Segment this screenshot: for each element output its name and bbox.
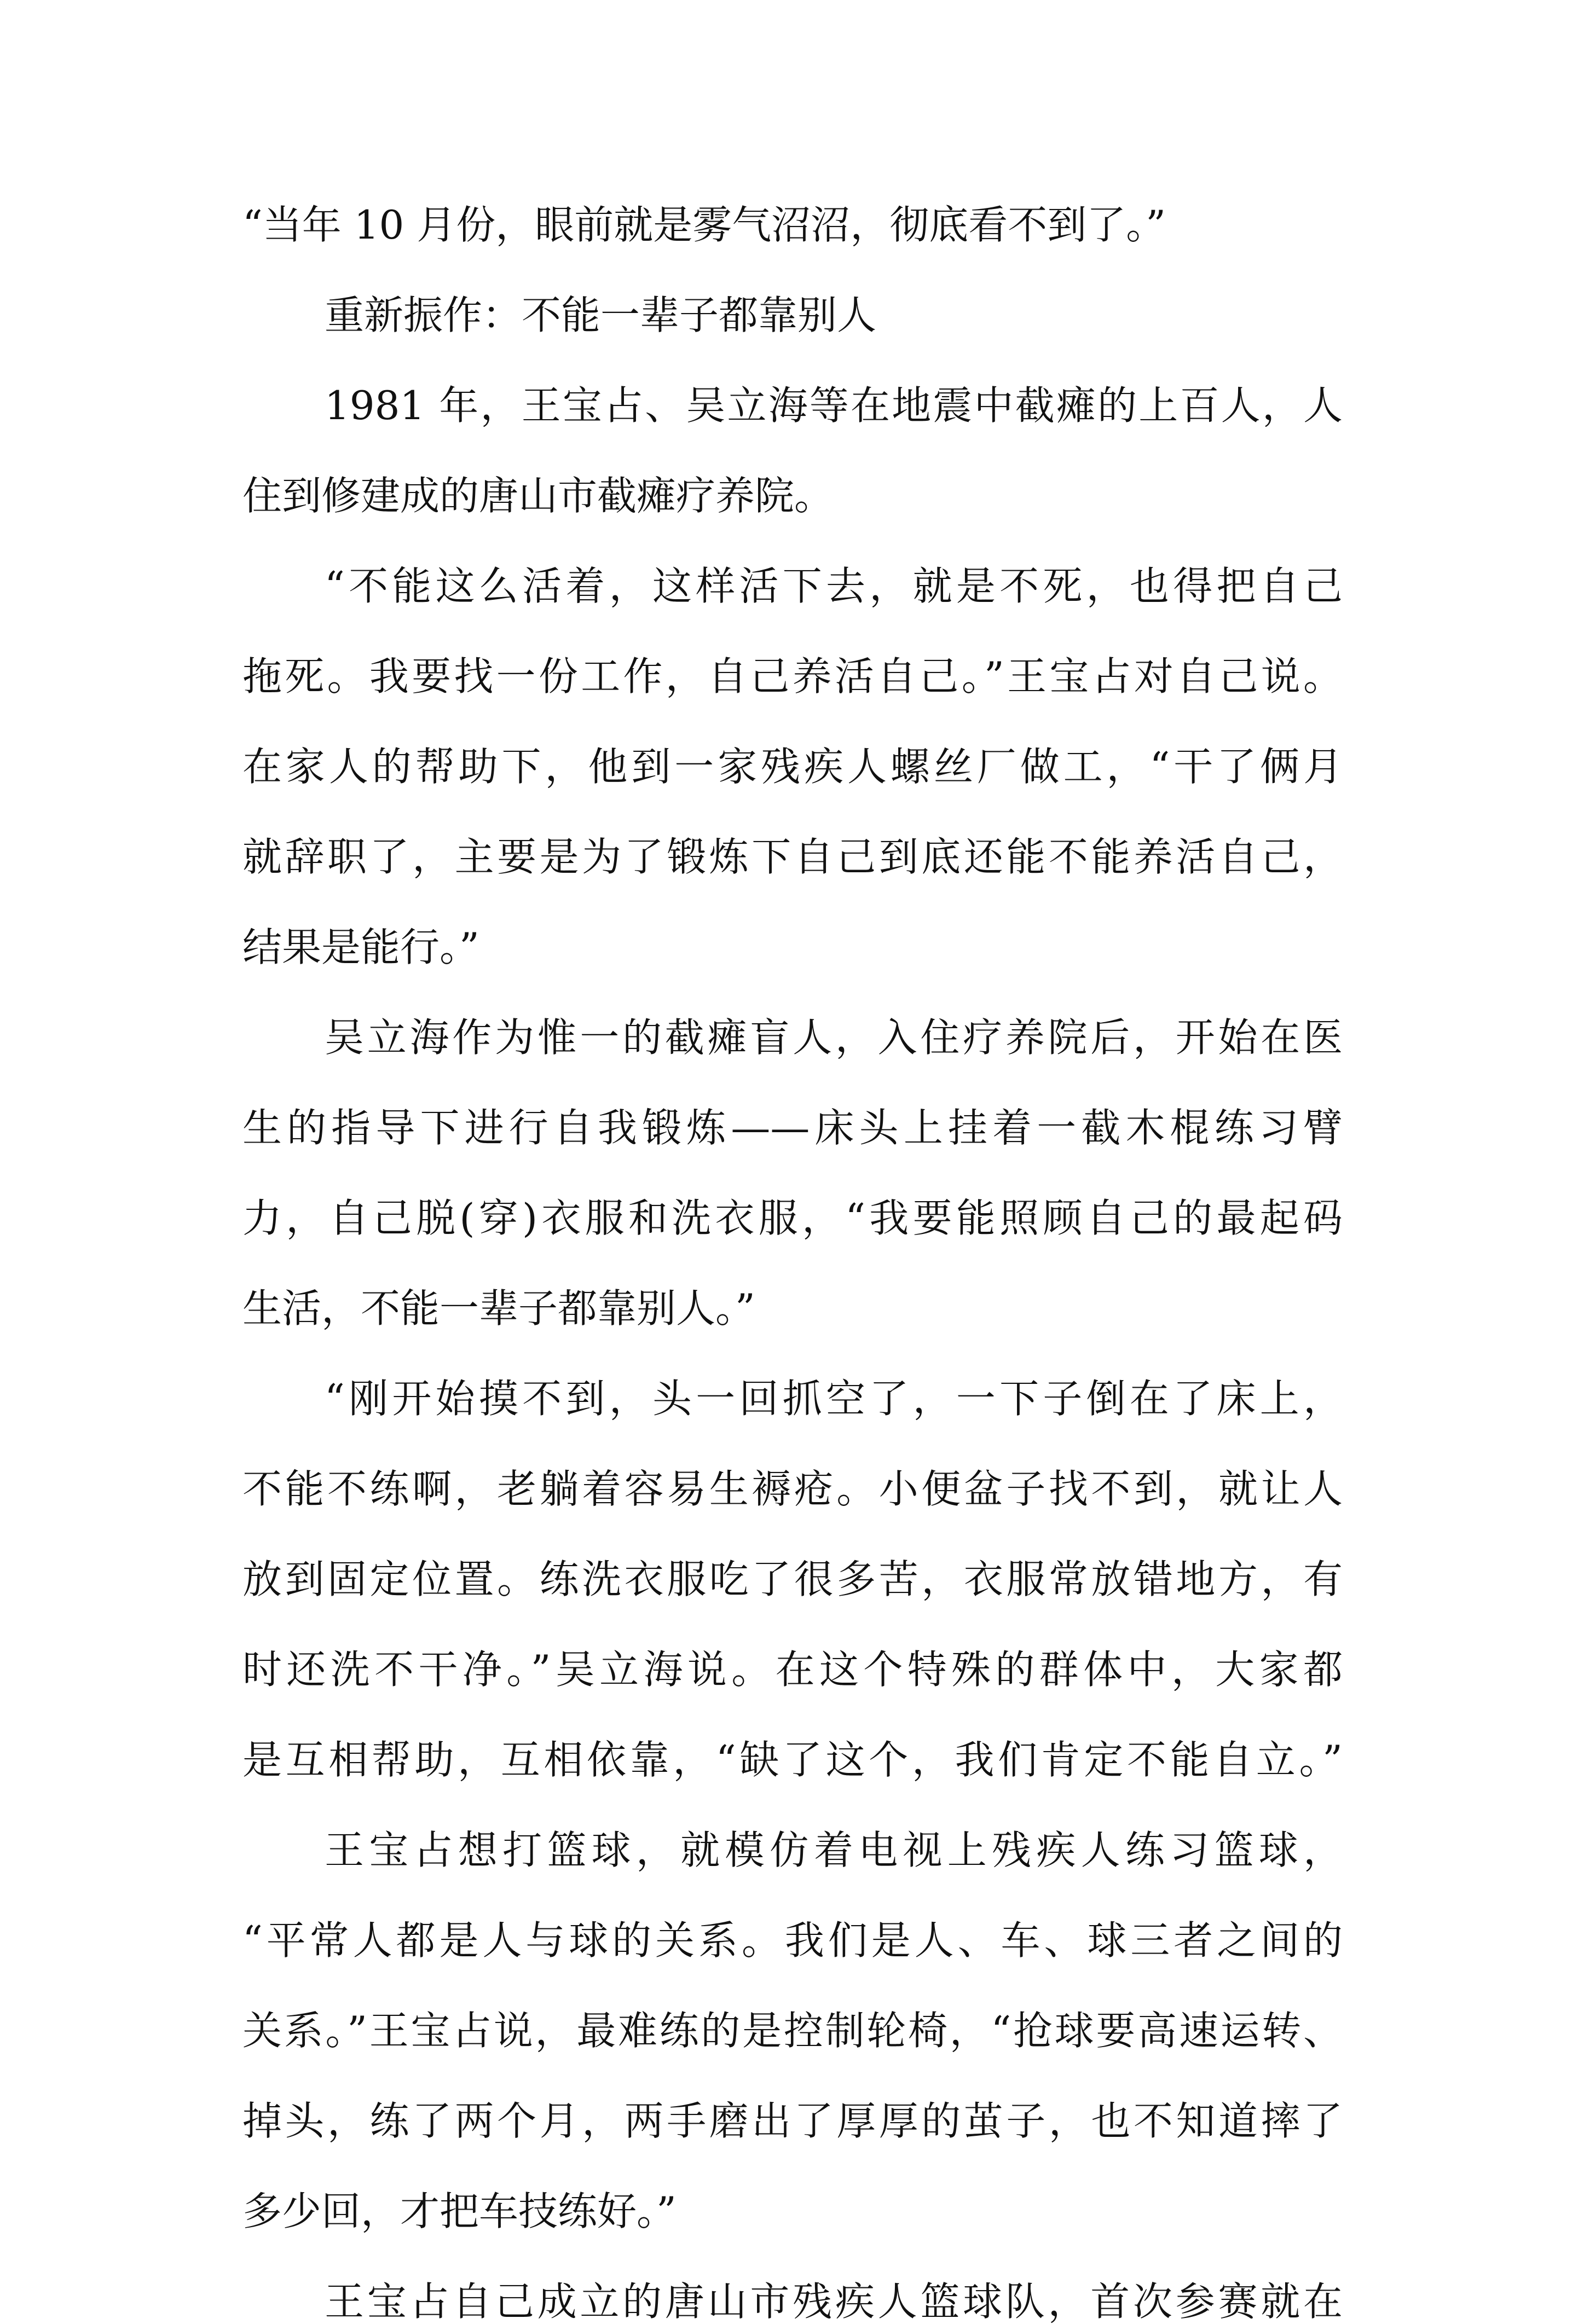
text-line: 王宝占自己成立的唐山市残疾人篮球队，首次参赛就在 — [325, 2279, 1343, 2324]
text-line: 1981 年，王宝占、吴立海等在地震中截瘫的上百人，人 — [325, 383, 1343, 428]
text-line: 生活，不能一辈子都靠别人。” — [242, 1286, 755, 1331]
text-line: 王宝占想打篮球，就模仿着电视上残疾人练习篮球， — [325, 1828, 1343, 1873]
text-line: 结果是能行。” — [242, 925, 479, 970]
text-line: 力，自己脱(穿)衣服和洗衣服，“我要能照顾自己的最起码 — [242, 1196, 1343, 1241]
text-line: 吴立海作为惟一的截瘫盲人，入住疗养院后，开始在医 — [325, 1015, 1343, 1060]
text-line: “不能这么活着，这样活下去，就是不死，也得把自己 — [325, 564, 1343, 608]
text-line: 就辞职了，主要是为了锻炼下自己到底还能不能养活自己， — [242, 834, 1343, 879]
text-line: 多少回，才把车技练好。” — [242, 2189, 677, 2234]
text-line: 时还洗不干净。”吴立海说。在这个特殊的群体中，大家都 — [242, 1647, 1343, 1692]
text-line: “平常人都是人与球的关系。我们是人、车、球三者之间的 — [242, 1918, 1343, 1963]
text-line: “刚开始摸不到，头一回抓空了，一下子倒在了床上， — [325, 1376, 1343, 1421]
section-heading: 重新振作：不能一辈子都靠别人 — [325, 293, 877, 338]
text-line: 关系。”王宝占说，最难练的是控制轮椅，“抢球要高速运转、 — [242, 2008, 1343, 2053]
text-line: “当年 10 月份，眼前就是雾气沼沼，彻底看不到了。” — [242, 202, 1166, 247]
text-line: 生的指导下进行自我锻炼——床头上挂着一截木棍练习臂 — [242, 1105, 1343, 1150]
text-line: 掉头，练了两个月，两手磨出了厚厚的茧子，也不知道摔了 — [242, 2099, 1343, 2143]
text-line: 是互相帮助，互相依靠，“缺了这个，我们肯定不能自立。” — [242, 1737, 1343, 1782]
text-line: 住到修建成的唐山市截瘫疗养院。 — [242, 473, 834, 518]
document-page — [242, 202, 1343, 2324]
text-line: 拖死。我要找一份工作，自己养活自己。”王宝占对自己说。 — [242, 654, 1343, 699]
text-line: 不能不练啊，老躺着容易生褥疮。小便盆子找不到，就让人 — [242, 1467, 1343, 1511]
text-line: 在家人的帮助下，他到一家残疾人螺丝厂做工，“干了俩月 — [242, 744, 1343, 789]
text-line: 放到固定位置。练洗衣服吃了很多苦，衣服常放错地方，有 — [242, 1557, 1343, 1602]
